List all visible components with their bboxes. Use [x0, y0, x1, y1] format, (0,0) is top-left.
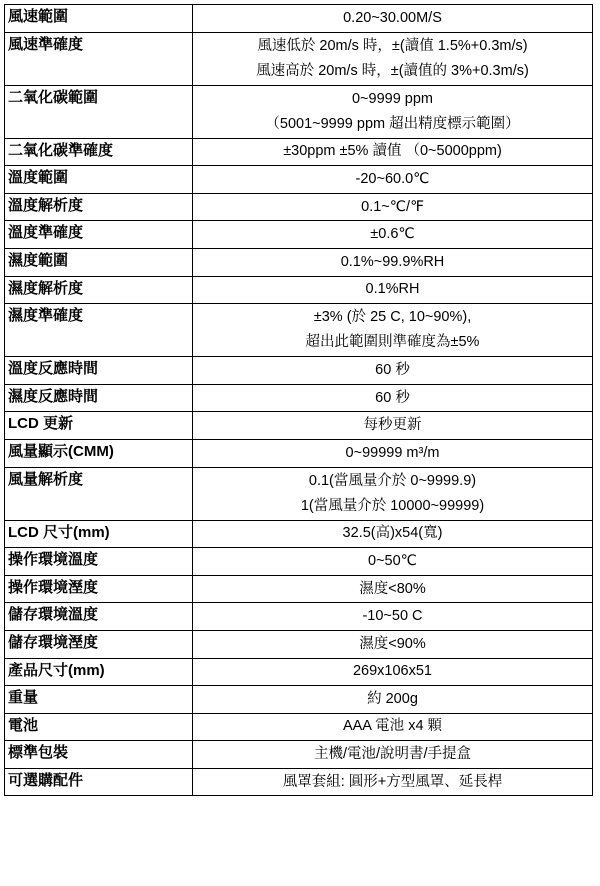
spec-row [5, 166, 593, 194]
spec-value-line: 0~9999 ppm [351, 90, 434, 107]
spec-row [5, 412, 593, 440]
spec-value [193, 304, 593, 357]
spec-value [193, 630, 593, 658]
spec-label: LCD 更新 [5, 412, 193, 440]
spec-value-line: AAA 電池 x4 顆 [342, 718, 443, 735]
spec-label: 產品尺寸(mm) [5, 658, 193, 686]
spec-label: 二氧化碳範圍 [5, 85, 193, 138]
spec-value-line: 0.1%RH [365, 281, 420, 298]
spec-row [5, 248, 593, 276]
spec-value [193, 85, 593, 138]
spec-value-line: 每秒更新 [363, 417, 422, 434]
spec-value-line: 0.1(當風量介於 0~9999.9) [308, 472, 477, 489]
spec-value [193, 686, 593, 714]
spec-value [193, 412, 593, 440]
spec-value [193, 548, 593, 576]
spec-value-line: 269x106x51 [352, 663, 432, 680]
spec-label: 濕度解析度 [5, 276, 193, 304]
spec-value-line: 約 200g [367, 690, 418, 707]
spec-label: 風量顯示(CMM) [5, 439, 193, 467]
spec-value [193, 575, 593, 603]
spec-value [193, 248, 593, 276]
spec-value-line: -10~50 C [362, 608, 423, 625]
spec-row [5, 439, 593, 467]
spec-label: 溫度準確度 [5, 221, 193, 249]
spec-table [4, 4, 593, 796]
spec-row [5, 686, 593, 714]
spec-label: 操作環境溫度 [5, 548, 193, 576]
spec-label: 風量解析度 [5, 467, 193, 520]
spec-value-line: （5001~9999 ppm 超出精度標示範圍） [265, 115, 520, 132]
spec-label: LCD 尺寸(mm) [5, 520, 193, 548]
spec-value-line: 風速高於 20m/s 時，±(讀值的 3%+0.3m/s) [256, 62, 529, 79]
spec-row [5, 221, 593, 249]
spec-value-line: -20~60.0℃ [355, 170, 430, 187]
spec-value [193, 768, 593, 796]
spec-value-line: 0~50℃ [368, 552, 417, 569]
spec-label: 標準包裝 [5, 741, 193, 769]
spec-value [193, 603, 593, 631]
spec-value [193, 32, 593, 85]
spec-value-line: 60 秒 [375, 361, 410, 378]
spec-row [5, 658, 593, 686]
spec-label: 溫度範圍 [5, 166, 193, 194]
spec-value-line: 風速低於 20m/s 時，±(讀值 1.5%+0.3m/s) [257, 37, 528, 54]
spec-row [5, 575, 593, 603]
spec-label: 儲存環境溼度 [5, 630, 193, 658]
spec-label: 濕度範圍 [5, 248, 193, 276]
spec-value [193, 166, 593, 194]
spec-value [193, 467, 593, 520]
spec-label: 儲存環境溫度 [5, 603, 193, 631]
spec-value-line: 0.1%~99.9%RH [340, 253, 445, 270]
spec-value [193, 384, 593, 412]
spec-row [5, 193, 593, 221]
spec-row [5, 276, 593, 304]
spec-value-line: 超出此範圍則準確度為±5% [305, 334, 480, 351]
spec-label: 重量 [5, 686, 193, 714]
spec-value [193, 713, 593, 741]
spec-row [5, 630, 593, 658]
spec-row [5, 768, 593, 796]
spec-label: 溫度反應時間 [5, 357, 193, 385]
spec-value-line: ±3% (於 25 C, 10~90%), [313, 309, 472, 326]
spec-label: 可選購配件 [5, 768, 193, 796]
spec-row [5, 32, 593, 85]
spec-value [193, 276, 593, 304]
spec-value-line: 主機/電池/說明書/手提盒 [313, 746, 472, 763]
spec-row [5, 5, 593, 33]
spec-row [5, 304, 593, 357]
spec-label: 濕度反應時間 [5, 384, 193, 412]
spec-label: 電池 [5, 713, 193, 741]
spec-value-line: 濕度<80% [359, 580, 426, 597]
spec-value-line: 1(當風量介於 10000~99999) [300, 497, 485, 514]
spec-value [193, 5, 593, 33]
spec-row [5, 85, 593, 138]
spec-value-line: 60 秒 [375, 389, 410, 406]
spec-row [5, 548, 593, 576]
spec-label: 溫度解析度 [5, 193, 193, 221]
spec-row [5, 603, 593, 631]
spec-value [193, 221, 593, 249]
spec-row [5, 713, 593, 741]
spec-label: 濕度準確度 [5, 304, 193, 357]
spec-label: 操作環境溼度 [5, 575, 193, 603]
spec-value-line: 濕度<90% [359, 635, 426, 652]
spec-value-line: 32.5(高)x54(寬) [342, 525, 443, 542]
spec-row [5, 741, 593, 769]
spec-value [193, 193, 593, 221]
spec-label: 二氧化碳準確度 [5, 138, 193, 166]
spec-value [193, 357, 593, 385]
spec-value [193, 439, 593, 467]
spec-row [5, 384, 593, 412]
spec-value [193, 138, 593, 166]
spec-label: 風速範圍 [5, 5, 193, 33]
spec-value-line: ±0.6℃ [370, 226, 415, 243]
spec-value-line: 0.20~30.00M/S [343, 9, 442, 26]
spec-row [5, 467, 593, 520]
spec-row [5, 357, 593, 385]
spec-value [193, 520, 593, 548]
spec-row [5, 520, 593, 548]
spec-value-line: 風罩套組: 圓形+方型風罩、延長桿 [282, 773, 503, 790]
spec-value-line: 0~99999 m³/m [345, 444, 440, 461]
spec-value-line: ±30ppm ±5% 讀值 （0~5000ppm) [283, 143, 502, 160]
spec-value [193, 658, 593, 686]
spec-value [193, 741, 593, 769]
spec-table-body [5, 5, 593, 796]
spec-label: 風速準確度 [5, 32, 193, 85]
spec-value-line: 0.1~℃/℉ [361, 198, 424, 215]
spec-row [5, 138, 593, 166]
